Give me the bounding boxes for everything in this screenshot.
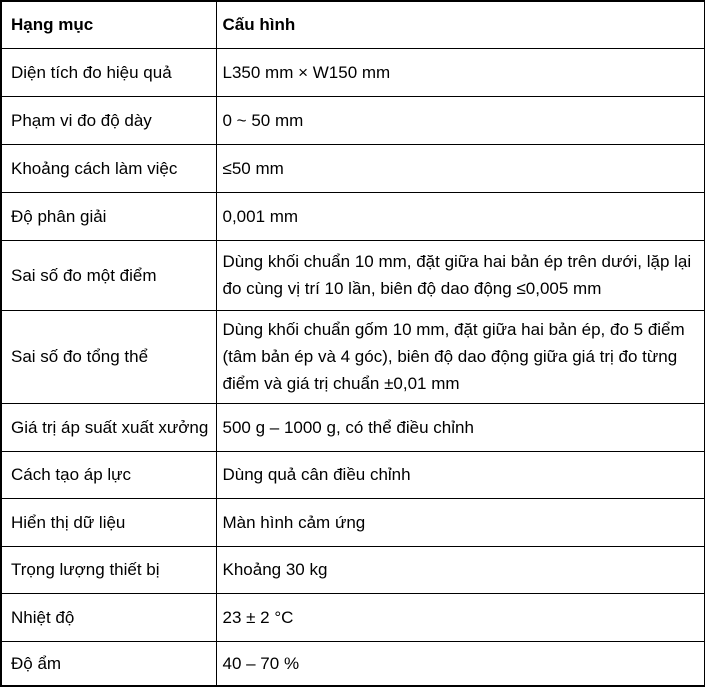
spec-item-cell: Phạm vi đo độ dày [1, 96, 216, 144]
spec-item-cell: Độ ẩm [1, 641, 216, 686]
header-row [1, 1, 705, 48]
spec-item-cell: Nhiệt độ [1, 593, 216, 641]
column-header-config: Cấu hình [216, 1, 705, 48]
table-row [1, 144, 705, 192]
spec-item-cell: Sai số đo một điểm [1, 240, 216, 310]
column-header-item: Hạng mục [1, 1, 216, 48]
table-row [1, 546, 705, 593]
spec-config-cell: Dùng khối chuẩn gốm 10 mm, đặt giữa hai bản ép, đo 5 điểm (tâm bản ép và 4 góc), biên độ dao động giữa giá trị đo từng điểm và giá trị chuẩn ±0,01 mm [216, 310, 705, 403]
spec-item-cell: Diện tích đo hiệu quả [1, 48, 216, 96]
spec-config-cell: Màn hình cảm ứng [216, 498, 705, 546]
spec-config-cell: 500 g – 1000 g, có thể điều chỉnh [216, 403, 705, 451]
spec-item-cell: Cách tạo áp lực [1, 451, 216, 498]
spec-config-cell: 40 – 70 % [216, 641, 705, 686]
spec-config-cell: Dùng quả cân điều chỉnh [216, 451, 705, 498]
table-row [1, 641, 705, 686]
table-row [1, 96, 705, 144]
spec-item-cell: Hiển thị dữ liệu [1, 498, 216, 546]
spec-item-cell: Sai số đo tổng thể [1, 310, 216, 403]
table-row [1, 192, 705, 240]
spec-config-cell: Dùng khối chuẩn 10 mm, đặt giữa hai bản ép trên dưới, lặp lại đo cùng vị trí 10 lần, biên độ dao động ≤0,005 mm [216, 240, 705, 310]
table-row [1, 48, 705, 96]
spec-config-cell: 0 ~ 50 mm [216, 96, 705, 144]
spec-item-cell: Độ phân giải [1, 192, 216, 240]
table-row [1, 403, 705, 451]
spec-config-cell: ≤50 mm [216, 144, 705, 192]
spec-item-cell: Khoảng cách làm việc [1, 144, 216, 192]
table-row [1, 498, 705, 546]
spec-config-cell: Khoảng 30 kg [216, 546, 705, 593]
spec-item-cell: Giá trị áp suất xuất xưởng [1, 403, 216, 451]
spec-item-cell: Trọng lượng thiết bị [1, 546, 216, 593]
table-row [1, 451, 705, 498]
table-row [1, 593, 705, 641]
spec-config-cell: 23 ± 2 °C [216, 593, 705, 641]
spec-config-cell: 0,001 mm [216, 192, 705, 240]
table-row [1, 310, 705, 403]
spec-config-cell: L350 mm × W150 mm [216, 48, 705, 96]
table-row [1, 240, 705, 310]
